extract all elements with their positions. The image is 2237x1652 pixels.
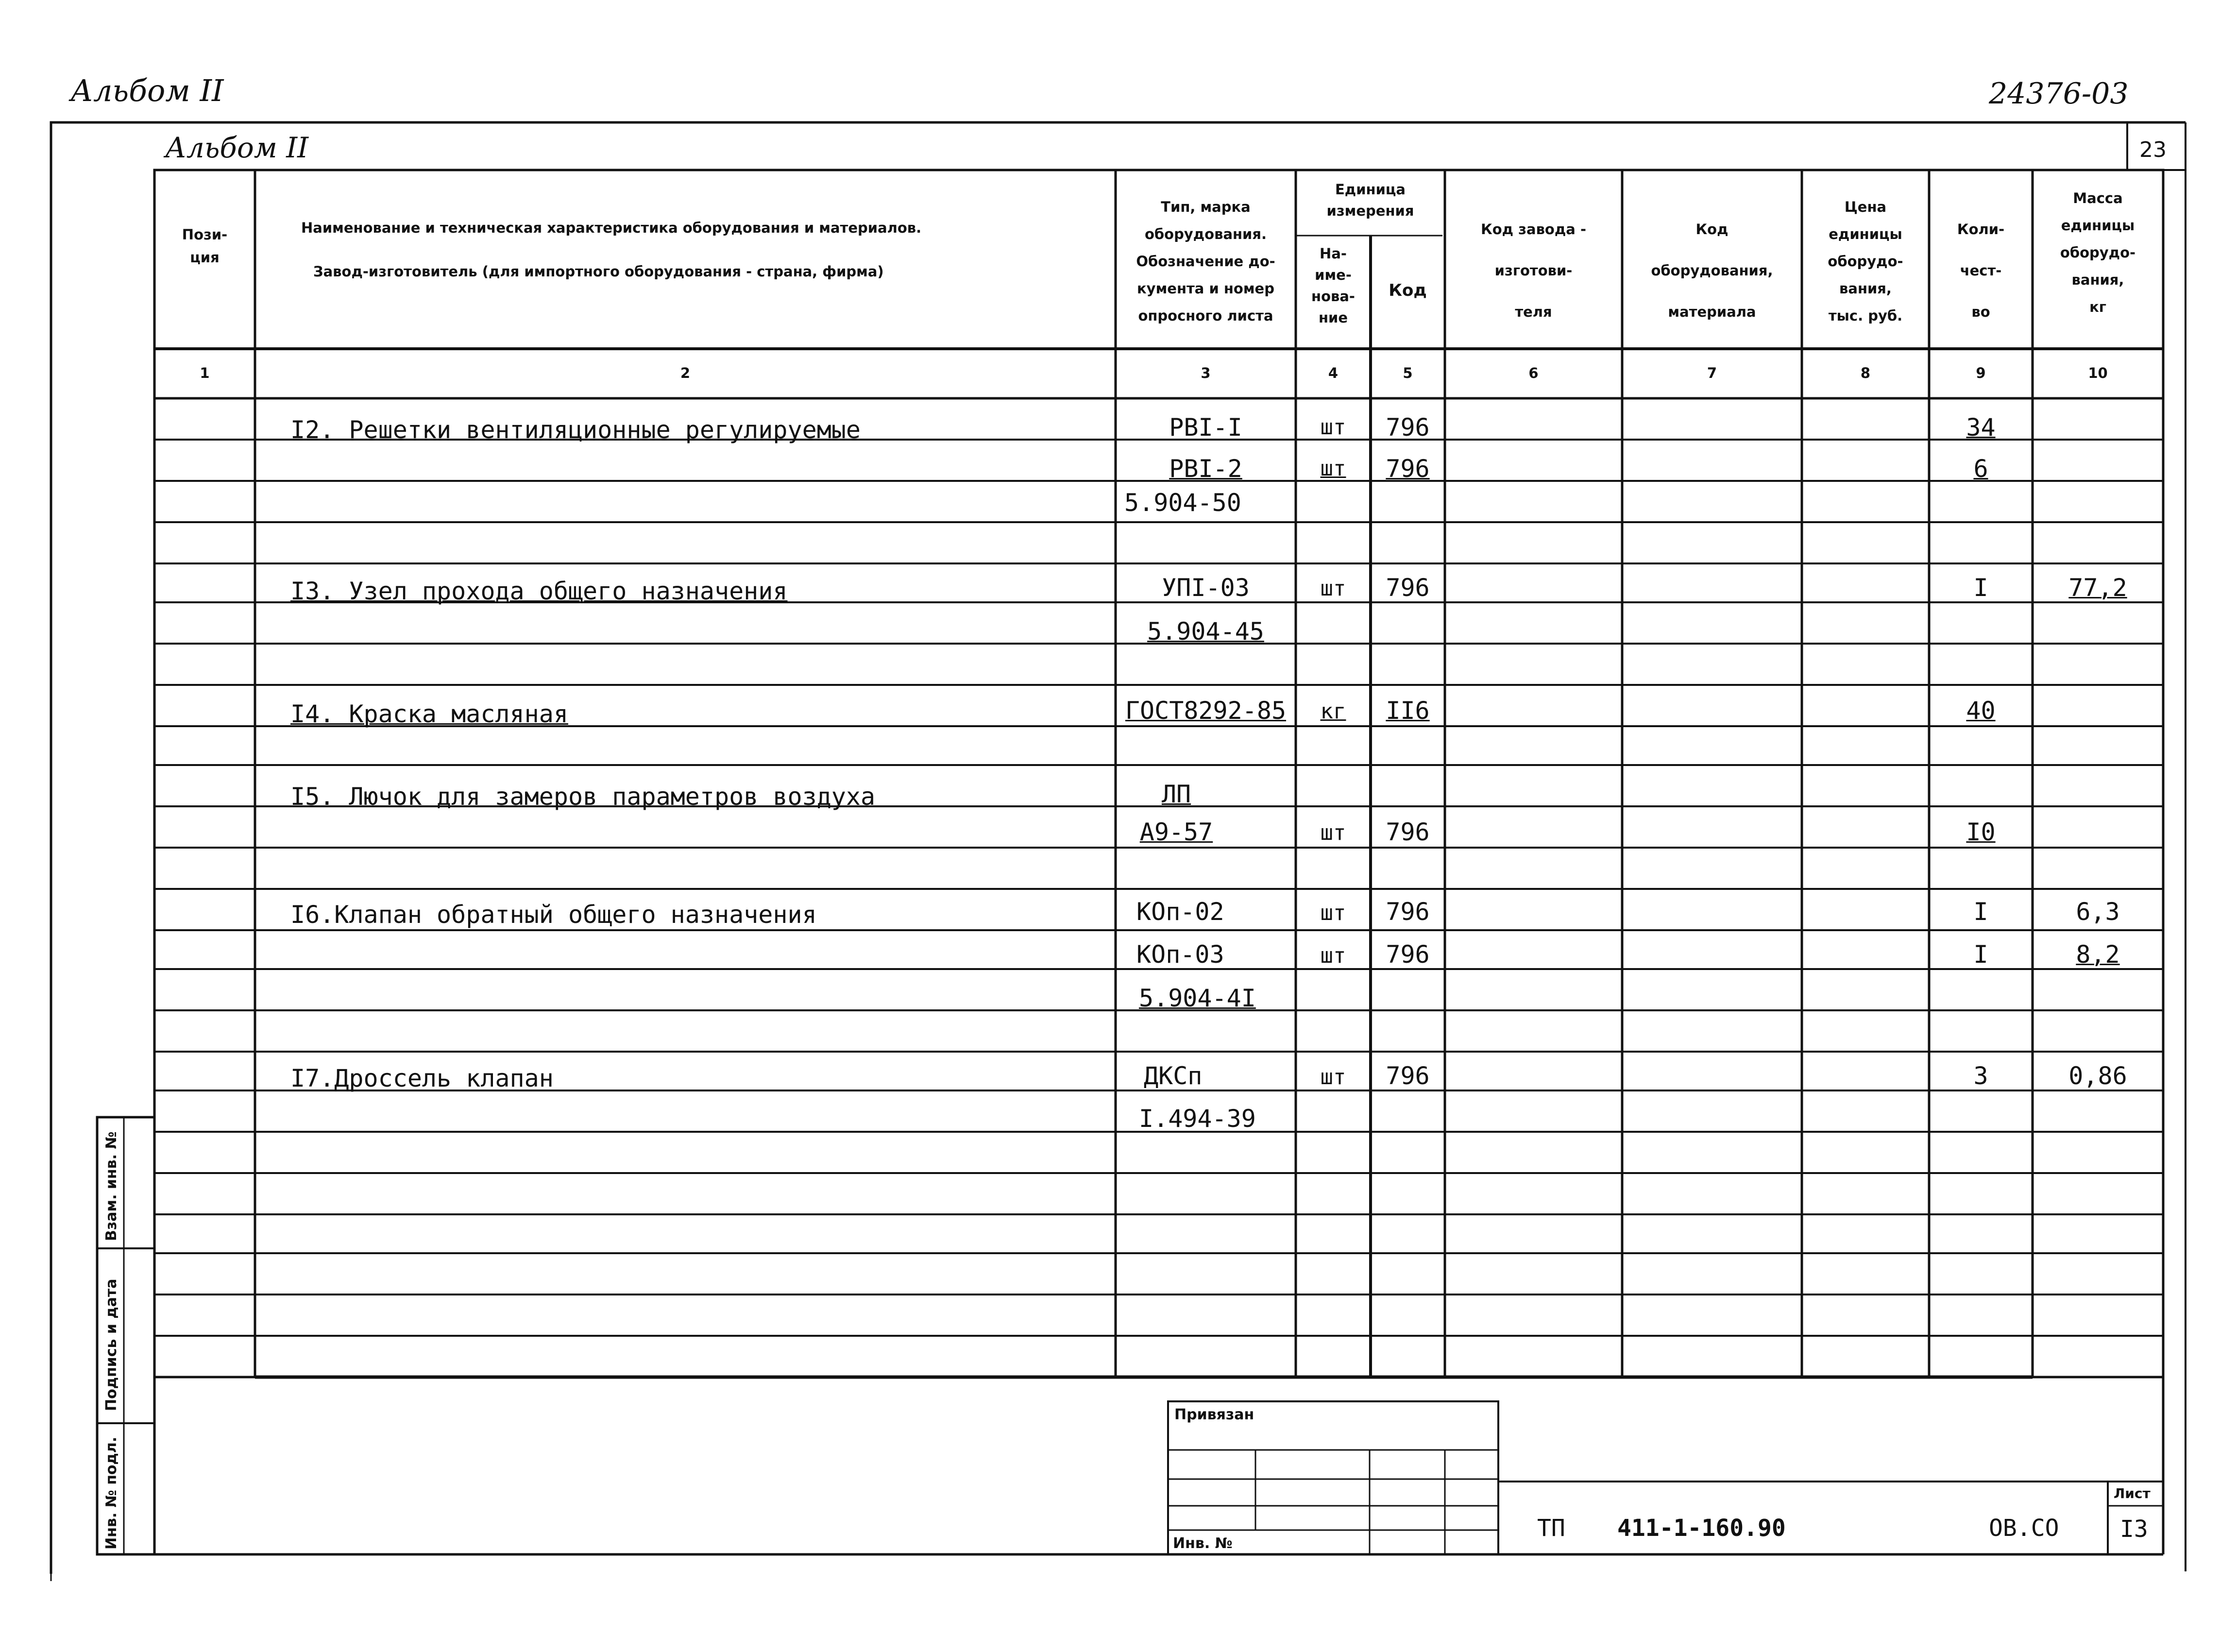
col-header-type: Тип, марка оборудования. Обозначение до- кумента и номер опросного листа (1136, 199, 1275, 324)
col-number: 9 (1976, 365, 1986, 381)
item-mass: 8,2 (2076, 940, 2120, 969)
item-type: РВI-I (1169, 413, 1242, 442)
side-stamp-original-inv: Инв. № подл. (103, 1436, 120, 1550)
item-quantity: I0 (1966, 818, 1996, 846)
bound-label: Привязан (1174, 1406, 1254, 1423)
item-unit: шт (1320, 943, 1346, 968)
item-document: 5.904-45 (1147, 617, 1264, 646)
item-quantity: 6 (1973, 455, 1988, 483)
col-header-quantity: Коли- чест- во (1957, 221, 2005, 320)
item-unit-code: 796 (1386, 898, 1430, 926)
item-quantity: 3 (1973, 1062, 1988, 1090)
col-number: 3 (1201, 365, 1211, 381)
item-mass: 0,86 (2068, 1062, 2127, 1090)
item-unit: шт (1320, 576, 1346, 601)
col-header-unit-name: На- име- нова- ние (1311, 245, 1355, 326)
item-name: I5. Лючок для замеров параметров воздуха (290, 783, 876, 811)
document-mark: ОВ.СО (1989, 1515, 2059, 1542)
item-document: 5.904-4I (1139, 984, 1256, 1012)
side-stamp-signature-date: Подпись и дата (103, 1278, 120, 1411)
col-header-position: Пози- ция (182, 226, 228, 266)
item-type: КОп-02 (1136, 898, 1224, 926)
item-quantity: 40 (1966, 697, 1996, 725)
col-header-factory-code: Код завода - изготови- теля (1481, 221, 1586, 320)
album-label-inner: Альбом II (165, 131, 309, 164)
item-name: I4. Краска масляная (290, 700, 568, 728)
col-header-manufacturer: Завод-изготовитель (для импортного оборудования - страна, фирма) (313, 263, 884, 280)
item-mass: 6,3 (2076, 898, 2120, 926)
item-document: I.494-39 (1139, 1105, 1256, 1133)
item-unit-code: 796 (1386, 455, 1430, 483)
item-name: I6.Клапан обратный общего назначения (290, 901, 817, 929)
item-unit: шт (1320, 820, 1346, 845)
col-number: 7 (1707, 365, 1717, 381)
page-number: 23 (2139, 137, 2167, 162)
col-number: 8 (1860, 365, 1871, 381)
side-stamp-replacement-inv: Взам. инв. № (103, 1131, 120, 1241)
item-unit-code: 796 (1386, 1062, 1430, 1090)
item-name: I7.Дроссель клапан (290, 1064, 554, 1092)
item-name: I3. Узел прохода общего назначения (290, 577, 788, 605)
item-type: А9-57 (1139, 818, 1213, 846)
col-number: 5 (1403, 365, 1413, 381)
item-unit: шт (1320, 456, 1346, 481)
item-type: УПI-03 (1162, 574, 1250, 602)
item-unit: шт (1320, 901, 1346, 925)
col-number: 6 (1528, 365, 1539, 381)
col-header-name: Наименование и техническая характеристика оборудования и материалов. (301, 220, 922, 236)
document-code: 24376-03 (1989, 77, 2129, 111)
col-number: 10 (2088, 365, 2108, 381)
album-label-top: Альбом II (70, 73, 224, 108)
item-unit: кг (1320, 699, 1346, 724)
col-number: 2 (680, 365, 691, 381)
item-unit-code: 796 (1386, 818, 1430, 846)
inventory-label: Инв. № (1173, 1535, 1233, 1552)
item-mass: 77,2 (2068, 574, 2127, 602)
project-type: ТП (1537, 1515, 1565, 1542)
item-unit: шт (1320, 415, 1346, 440)
col-header-unit-code: Код (1389, 281, 1427, 300)
item-type: ДКСп (1144, 1062, 1203, 1090)
item-quantity: I (1973, 940, 1988, 969)
item-quantity: I (1973, 574, 1988, 602)
item-document: 5.904-50 (1124, 489, 1241, 517)
item-name: I2. Решетки вентиляционные регулируемые (290, 416, 861, 444)
item-type: ЛП (1161, 780, 1191, 808)
item-unit-code: 796 (1386, 574, 1430, 602)
col-header-equipment-code: Код оборудования, материала (1651, 221, 1773, 320)
item-type: РВI-2 (1169, 455, 1242, 483)
sheet-label: Лист (2114, 1485, 2151, 1501)
item-quantity: I (1973, 898, 1988, 926)
item-unit: шт (1320, 1065, 1346, 1090)
item-unit-code: 796 (1386, 940, 1430, 969)
col-header-mass: Масса единицы оборудо- вания, кг (2060, 190, 2136, 315)
item-unit-code: 796 (1386, 413, 1430, 442)
col-number: 4 (1328, 365, 1339, 381)
item-type: ГОСТ8292-85 (1125, 697, 1287, 725)
item-type: КОп-03 (1136, 940, 1224, 969)
item-unit-code: II6 (1386, 697, 1430, 725)
col-header-unit-group: Единица измерения (1326, 181, 1414, 219)
item-quantity: 34 (1966, 413, 1996, 442)
sheet-number: I3 (2120, 1516, 2148, 1543)
project-number: 411-1-160.90 (1617, 1515, 1786, 1542)
col-header-price: Цена единицы оборудо- вания, тыс. руб. (1828, 199, 1903, 324)
col-number: 1 (200, 365, 210, 381)
